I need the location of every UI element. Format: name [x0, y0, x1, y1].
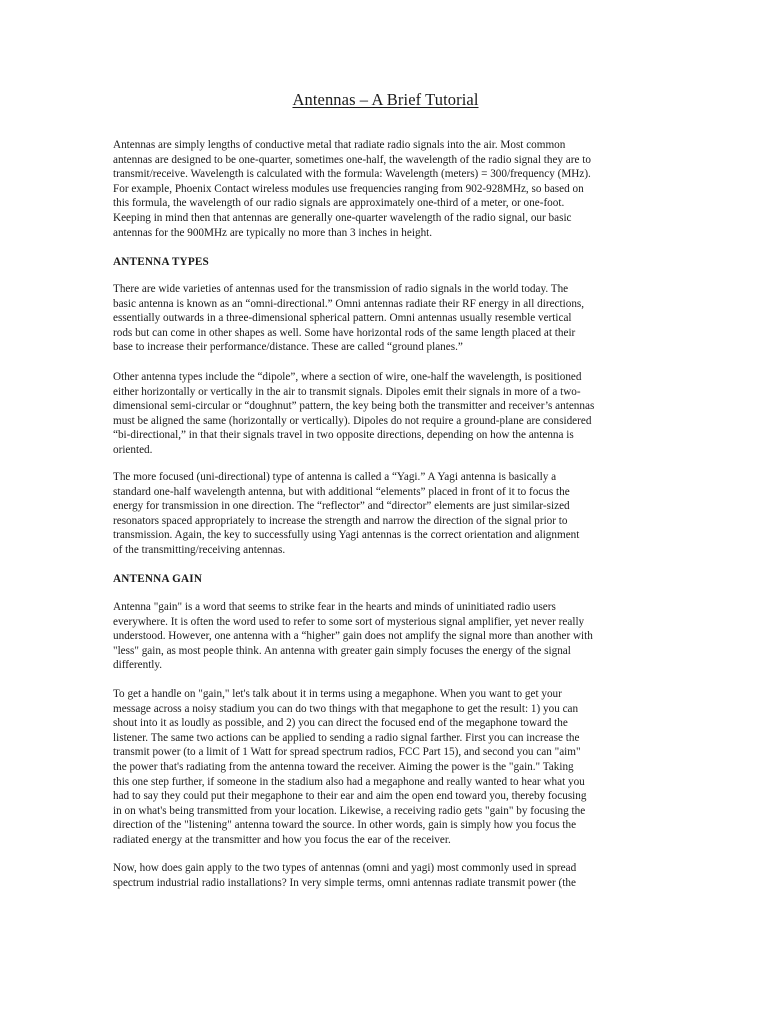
- text-line: message across a noisy stadium you can do two things with that megaphone to get the result: 1) you can: [113, 702, 579, 715]
- text-line: the power that's radiating from the antenna toward the receiver. Aiming the power is the "gain." Taking: [113, 760, 574, 773]
- text-line: Keeping in mind then that antennas are generally one-quarter wavelength of the radio signal, our basic: [113, 211, 572, 224]
- section-heading-antenna-gain: ANTENNA GAIN: [113, 573, 203, 585]
- text-line: radiated energy at the transmitter and how you focus the ear of the receiver.: [113, 833, 451, 846]
- text-line: "less" gain, as most people think. An antenna with greater gain simply focuses the energy of the signal: [113, 644, 571, 657]
- text-line: transmit power (to a limit of 1 Watt for spread spectrum radios, FCC Part 15), and second you can "aim": [113, 746, 581, 759]
- text-line: listener. The same two actions can be applied to sending a radio signal farther. First you can increase the: [113, 731, 580, 744]
- intro-paragraph: [113, 138, 658, 240]
- text-line: either horizontally or vertically in the air to transmit signals. Dipoles emit their signals in more of a two-: [113, 385, 581, 398]
- text-line: “bi-directional,” in that their signals travel in two opposite directions, depending on how the antenna is: [113, 429, 574, 442]
- text-line: transmission. Again, the key to successfully using Yagi antennas is the correct orientation and alignment: [113, 529, 580, 542]
- text-line: this formula, the wavelength of our radio signals are approximately one-third of a meter, or one-foot.: [113, 197, 565, 210]
- text-line: Other antenna types include the “dipole”, where a section of wire, one-half the wavelength, is positioned: [113, 371, 582, 383]
- text-line: direction of the "listening" antenna toward the source. In other words, gain is simply how you focus the: [113, 819, 577, 832]
- text-line: everywhere. It is often the word used to refer to some sort of mysterious signal amplifier, yet never really: [113, 615, 585, 628]
- text-line: resonators spaced appropriately to increase the strength and narrow the direction of the signal prior to: [113, 514, 568, 527]
- text-line: To get a handle on "gain," let's talk about it in terms using a megaphone. When you want to get your: [113, 688, 562, 700]
- text-line: The more focused (uni-directional) type of antenna is called a “Yagi.” A Yagi antenna is basically a: [113, 471, 557, 483]
- text-line: dimensional semi-circular or “doughnut” pattern, the key being both the transmitter and receiver’s antennas: [113, 400, 595, 413]
- text-line: Antenna "gain" is a word that seems to strike fear in the hearts and minds of uninitiated radio users: [113, 601, 556, 613]
- antenna-gain-paragraph-2: [113, 687, 658, 848]
- antenna-gain-paragraph-1: [113, 600, 658, 673]
- text-line: rods but can come in other shapes as well. Some have horizontal rods of the same length placed at their: [113, 326, 576, 339]
- text-line: standard one-half wavelength antenna, but with additional “elements” placed in front of it to focus the: [113, 485, 570, 498]
- antenna-types-paragraph-1: [113, 282, 658, 355]
- text-line: must be aligned the same (horizontally or vertically). Dipoles do not require a ground-plane are considered: [113, 414, 592, 427]
- document-title: Antennas – A Brief Tutorial: [292, 90, 479, 109]
- text-line: of the transmitting/receiving antennas.: [113, 543, 286, 556]
- text-line: this one step further, if someone in the stadium also had a megaphone and really wanted to hear what you: [113, 775, 585, 788]
- text-line: For example, Phoenix Contact wireless modules use frequencies ranging from 902-928MHz, so based on: [113, 182, 584, 195]
- section-heading-antenna-types: ANTENNA TYPES: [113, 256, 209, 268]
- text-line: Antennas are simply lengths of conductive metal that radiate radio signals into the air. Most common: [113, 139, 566, 151]
- text-line: Now, how does gain apply to the two types of antennas (omni and yagi) most commonly used in spread: [113, 862, 577, 874]
- antenna-types-paragraph-3: [113, 470, 658, 558]
- text-line: spectrum industrial radio installations? In very simple terms, omni antennas radiate transmit power (the: [113, 876, 576, 889]
- text-line: basic antenna is known as an “omni-directional.” Omni antennas radiate their RF energy in all directions,: [113, 297, 585, 310]
- text-line: antennas for the 900MHz are typically no more than 3 inches in height.: [113, 226, 433, 239]
- text-line: base to increase their performance/distance. These are called “ground planes.”: [113, 341, 463, 354]
- text-line: in on what's being transmitted from your location. Likewise, a receiving radio gets "gain" by focusing the: [113, 804, 586, 817]
- text-line: antennas are designed to be one-quarter, sometimes one-half, the wavelength of the radio signal they are to: [113, 153, 591, 166]
- text-line: had to say they could put their megaphone to their ear and aim the open end toward you, thereby focusing: [113, 790, 587, 803]
- text-line: essentially outwards in a three-dimensional spherical pattern. Omni antennas usually resemble vertical: [113, 312, 572, 325]
- text-line: understood. However, one antenna with a “higher” gain does not amplify the signal more than another with: [113, 630, 593, 643]
- text-line: energy for transmission in one direction. The “reflector” and “director” elements are just similar-sized: [113, 500, 570, 513]
- text-line: shout into it as loudly as possible, and 2) you can direct the focused end of the megaphone toward the: [113, 717, 568, 730]
- text-line: There are wide varieties of antennas used for the transmission of radio signals in the world today. The: [113, 283, 569, 295]
- antenna-gain-paragraph-3: [113, 861, 658, 890]
- text-line: transmit/receive. Wavelength is calculated with the formula: Wavelength (meters) = 300/frequency (MHz).: [113, 168, 591, 181]
- text-line: differently.: [113, 659, 163, 672]
- antenna-types-paragraph-2: [113, 370, 658, 458]
- text-line: oriented.: [113, 443, 153, 456]
